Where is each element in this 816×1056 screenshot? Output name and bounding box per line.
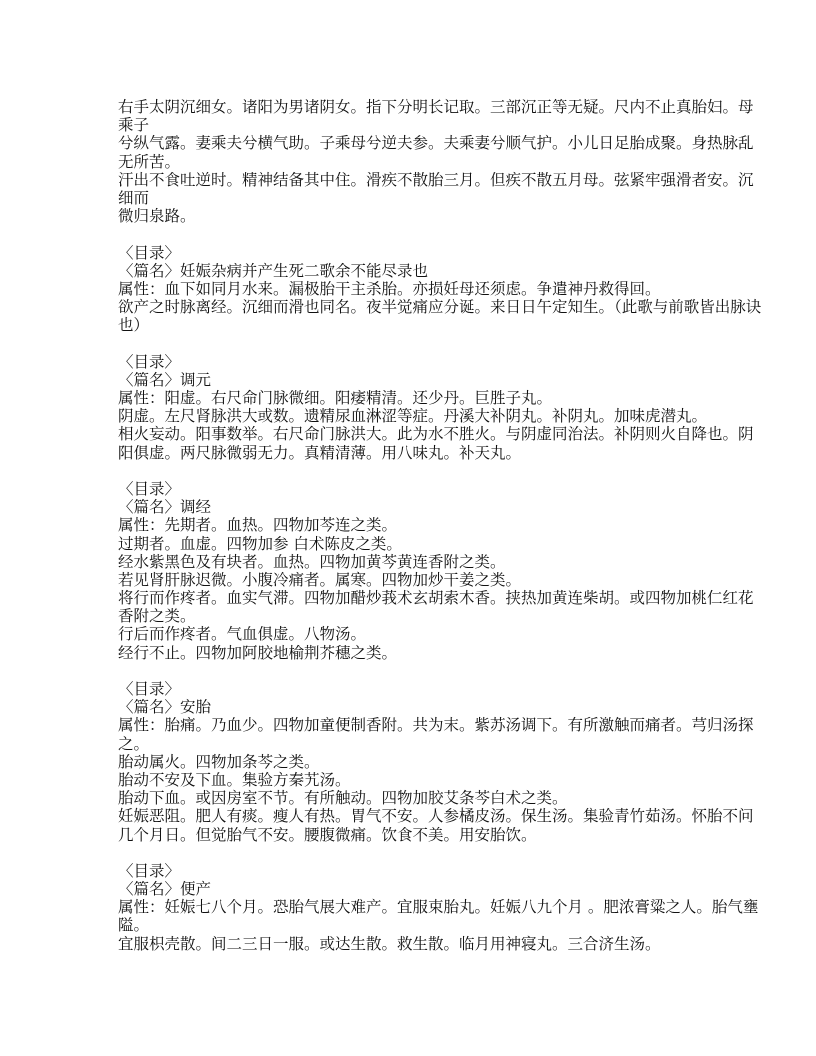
text-line: 属性：妊娠七八个月。恐胎气展大难产。宜服束胎丸。妊娠八九个月 。肥浓膏粱之人。胎气壅 [118,898,759,917]
text-line: 右手太阴沉细女。诸阳为男诸阴女。指下分明长记取。三部沉正等无疑。尺内不止真胎妇。母 [118,98,754,116]
document-section [118,243,762,335]
document-section [118,680,754,844]
section-gap [118,662,718,680]
text-line: 属性：胎痛。乃血少。四物加童便制香附。共为末。紫苏汤调下。有所激触而痛者。芎归汤探 [118,716,754,735]
document-page [118,98,762,953]
text-line: 宜服枳壳散。间二三日一服。或达生散。救生散。临月用神寝丸。三合济生汤。 [118,934,661,953]
text-line: 属性：先期者。血热。四物加芩连之类。 [118,516,398,535]
text-line: 胎动属火。四物加条芩之类。 [118,752,320,771]
text-line: 相火妄动。阳事数举。右尺命门脉洪大。此为水不胜火。与阴虚同治法。补阴则火自降也。阴 [118,425,754,444]
text-line: 行后而作疼者。气血俱虚。八物汤。 [118,625,367,644]
document-section [118,479,754,662]
document-section [118,352,754,462]
toc-marker: 〈目录〉 [118,680,181,698]
toc-marker: 〈目录〉 [118,352,181,371]
text-line: 汗出不食吐逆时。精神结备其中住。滑疾不散胎三月。但疾不散五月母。弦紧牢强滑者安。沉 [118,170,754,189]
text-line: 阳俱虚。两尺脉微弱无力。真精清薄。用八味丸。补天丸。 [118,443,522,462]
section-gap [118,844,718,862]
text-line: 过期者。血虚。四物加参 白术陈皮之类。 [118,534,402,553]
text-line: 乘子 [118,116,150,135]
chapter-title: 〈篇名〉调经 [118,498,212,517]
text-line: 若见肾肝脉迟微。小腹冷痛者。属寒。四物加炒干姜之类。 [118,570,522,589]
text-line: 将行而作疼者。血实气滞。四物加醋炒莪术玄胡索木香。挟热加黄连柴胡。或四物加桃仁红花 [118,589,754,608]
chapter-title: 〈篇名〉妊娠杂病并产生死二歌余不能尽录也 [118,261,429,280]
toc-marker: 〈目录〉 [118,861,181,880]
text-line: 胎动不安及下血。集验方秦艽汤。 [118,770,351,789]
text-line: 属性：血下如同月水来。漏极胎干主杀胎。亦损妊母还须虑。争遣神丹救得回。 [118,279,661,298]
text-line: 妊娠恶阻。肥人有痰。瘦人有热。胃气不安。人参橘皮汤。保生汤。集验青竹茹汤。怀胎不问 [118,807,754,826]
document-section [118,861,759,953]
text-line: 兮纵气露。妻乘夫兮横气助。子乘母兮逆夫参。夫乘妻兮顺气护。小儿日足胎成聚。身热脉乱 [118,134,754,153]
text-line: 阴虚。左尺肾脉洪大或数。遗精尿血淋涩等症。丹溪大补阴丸。补阴丸。加味虎潜丸。 [118,407,708,426]
text-line: 属性：阳虚。右尺命门脉微细。阳痿精清。还少丹。巨胜子丸。 [118,389,553,407]
text-line: 无所苦。 [118,152,181,171]
text-line: 微归泉路。 [118,207,196,226]
text-line: 香附之类。 [118,607,196,626]
chapter-title: 〈篇名〉便产 [118,880,212,899]
text-line: 几个月日。但觉胎气不安。腰腹微痛。饮食不美。用安胎饮。 [118,825,537,844]
chapter-title: 〈篇名〉调元 [118,370,212,389]
document-section [118,98,754,226]
text-line: 经水紫黑色及有块者。血热。四物加黄芩黄连香附之类。 [118,552,506,571]
section-gap [118,334,718,352]
section-gap [118,225,718,243]
text-line: 也） [118,316,150,335]
text-line: 欲产之时脉离经。沉细而滑也同名。夜半觉痛应分诞。来日日午定知生。（此歌与前歌皆出脉诀 [118,298,762,317]
text-line: 胎动下血。或因房室不节。有所触动。四物加胶艾条芩白术之类。 [118,789,568,808]
section-gap [118,462,718,480]
text-line: 经行不止。四物加阿胶地榆荆芥穗之类。 [118,643,398,662]
chapter-title: 〈篇名〉安胎 [118,698,212,717]
toc-marker: 〈目录〉 [118,479,181,498]
text-line: 隘。 [118,916,150,935]
toc-marker: 〈目录〉 [118,243,181,262]
text-line: 细而 [118,188,150,207]
text-line: 之。 [118,734,150,753]
